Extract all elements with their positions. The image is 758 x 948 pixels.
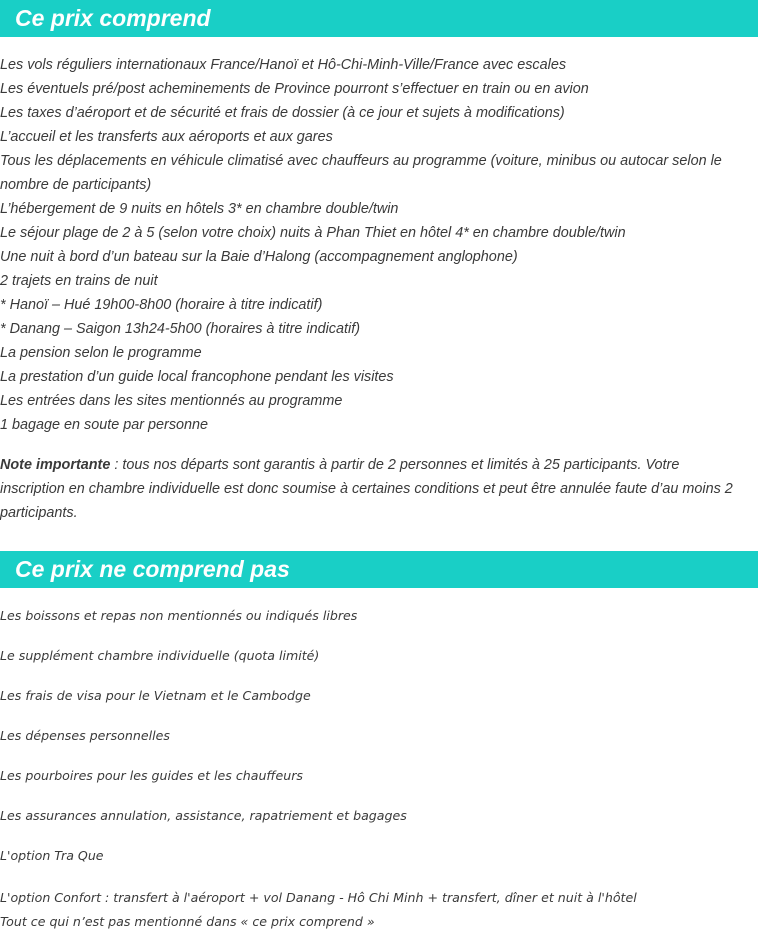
list-item: 1 bagage en soute par personne [0,417,209,433]
list-item: Les entrées dans les sites mentionnés au programme [0,393,343,409]
list-item: L’hébergement de 9 nuits en hôtels 3* en chambre double/twin [0,201,399,217]
important-note-label: Note importante [0,457,111,473]
excluded-section-title: Ce prix ne comprend pas [15,556,290,582]
list-item: Les vols réguliers internationaux France/Hanoï et Hô-Chi-Minh-Ville/France avec escales [0,57,567,73]
list-item: Le séjour plage de 2 à 5 (selon votre choix) nuits à Phan Thiet en hôtel 4* en chambre double/twin [0,225,626,241]
list-item: Tous les déplacements en véhicule climatisé avec chauffeurs au programme (voiture, minibus ou autocar selon le nombre de participants) [0,153,722,193]
excluded-section-header [0,551,758,588]
list-item: Les pourboires pour les guides et les chauffeurs [0,768,303,783]
list-item: L'option Confort : transfert à l'aéroport + vol Danang - Hô Chi Minh + transfert, dîner et nuit à l'hôtel [0,890,637,905]
list-item: L’accueil et les transferts aux aéroports et aux gares [0,129,333,145]
list-item: Le supplément chambre individuelle (quota limité) [0,648,320,663]
list-item: L'option Tra Que [0,848,104,863]
list-item: Une nuit à bord d’un bateau sur la Baie d’Halong (accompagnement anglophone) [0,249,518,265]
important-note [0,453,748,525]
excluded-list [0,606,758,934]
list-item: * Danang – Saigon 13h24-5h00 (horaires à titre indicatif) [0,321,360,337]
included-section-header [0,0,758,37]
list-item: Les boissons et repas non mentionnés ou indiqués libres [0,608,358,623]
list-item: * Hanoï – Hué 19h00-8h00 (horaire à titre indicatif) [0,297,323,313]
list-item: Les éventuels pré/post acheminements de Province pourront s’effectuer en train ou en avion [0,81,589,97]
list-item: Les dépenses personnelles [0,728,170,743]
list-item: Les taxes d’aéroport et de sécurité et frais de dossier (à ce jour et sujets à modifications) [0,105,565,121]
list-item: Les assurances annulation, assistance, rapatriement et bagages [0,808,407,823]
list-item: La prestation d’un guide local francophone pendant les visites [0,369,394,385]
list-item: 2 trajets en trains de nuit [0,273,158,289]
included-section-title: Ce prix comprend [15,5,211,31]
included-list [0,53,758,437]
important-note-text: : tous nos départs sont garantis à partir de 2 personnes et limités à 25 participants. Votre inscription en chambre individuelle est donc soumise à certaines conditions et peut être annulée faute d’au moins 2 participants. [0,457,733,521]
list-item: Les frais de visa pour le Vietnam et le Cambodge [0,688,311,703]
list-item: La pension selon le programme [0,345,202,361]
list-item: Tout ce qui n’est pas mentionné dans « ce prix comprend » [0,914,375,929]
